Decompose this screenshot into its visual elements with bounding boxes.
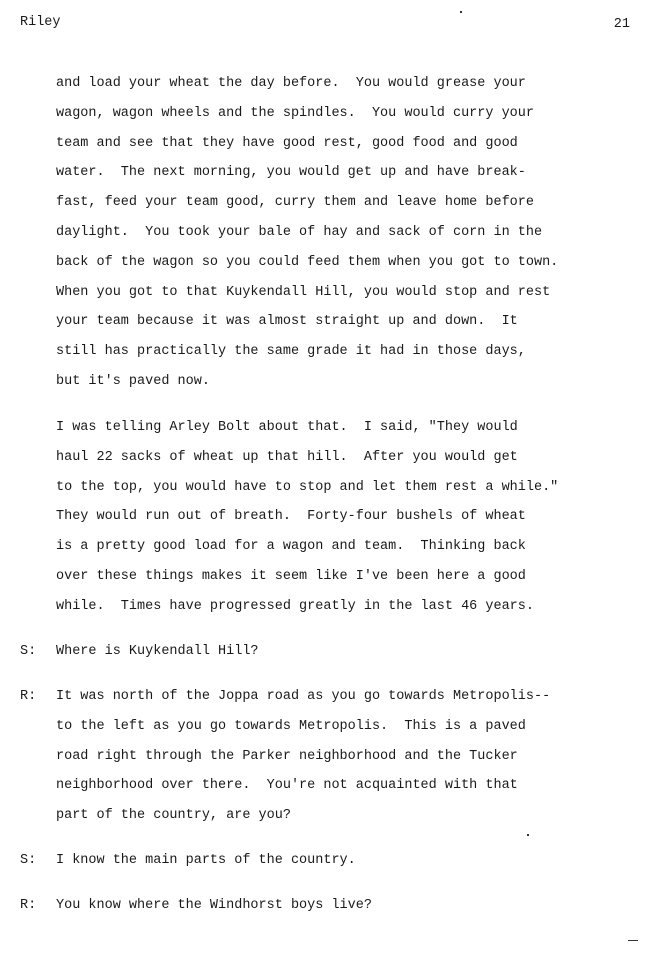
text-line: You know where the Windhorst boys live? — [56, 898, 372, 913]
text-line: fast, feed your team good, curry them and leave home before — [56, 195, 534, 211]
paragraph-arley-bolt — [56, 413, 626, 622]
speaker-label: R: — [20, 689, 37, 704]
text-line: road right through the Parker neighborhood and the Tucker — [56, 748, 518, 764]
question-text — [56, 846, 626, 876]
text-line: I know the main parts of the country. — [56, 853, 356, 868]
text-line: neighborhood over there. You're not acquainted with that — [56, 778, 518, 794]
text-line: team and see that they have good rest, good food and good — [56, 135, 518, 151]
answer-text — [56, 891, 626, 921]
text-line: to the top, you would have to stop and let them rest a while." — [56, 479, 559, 495]
text-line: haul 22 sacks of wheat up that hill. After you would get — [56, 449, 518, 465]
page-header-name: Riley — [20, 15, 61, 30]
text-line: and load your wheat the day before. You would grease your — [56, 76, 526, 91]
speaker-label: R: — [20, 898, 37, 913]
text-line: still has practically the same grade it had in those days, — [56, 344, 526, 360]
text-line: wagon, wagon wheels and the spindles. You would curry your — [56, 105, 534, 121]
page-number: 21 — [613, 17, 630, 32]
answer-text — [56, 682, 626, 831]
speaker-label: S: — [20, 644, 37, 659]
text-line: but it's paved now. — [56, 373, 210, 389]
text-line: while. Times have progressed greatly in the last 46 years. — [56, 598, 534, 614]
scan-speck — [527, 834, 529, 836]
text-line: back of the wagon so you could feed them when you got to town. — [56, 254, 559, 270]
text-line: is a pretty good load for a wagon and team. Thinking back — [56, 539, 526, 555]
text-line: When you got to that Kuykendall Hill, you would stop and rest — [56, 284, 551, 300]
text-line: your team because it was almost straight up and down. It — [56, 314, 518, 330]
text-line: They would run out of breath. Forty-four bushels of wheat — [56, 509, 526, 525]
text-line: daylight. You took your bale of hay and sack of corn in the — [56, 224, 543, 240]
speaker-label: S: — [20, 853, 37, 868]
scan-mark — [628, 940, 638, 941]
text-line: part of the country, are you? — [56, 808, 291, 824]
text-line: Where is Kuykendall Hill? — [56, 644, 259, 659]
text-line: I was telling Arley Bolt about that. I said, "They would — [56, 420, 518, 435]
paragraph-continued — [56, 69, 626, 397]
text-line: over these things makes it seem like I've been here a good — [56, 568, 526, 584]
question-text — [56, 637, 626, 667]
scan-speck — [460, 11, 462, 13]
text-line: water. The next morning, you would get up and have break- — [56, 165, 526, 181]
text-line: to the left as you go towards Metropolis. This is a paved — [56, 718, 526, 734]
text-line: It was north of the Joppa road as you go towards Metropolis-- — [56, 689, 551, 704]
